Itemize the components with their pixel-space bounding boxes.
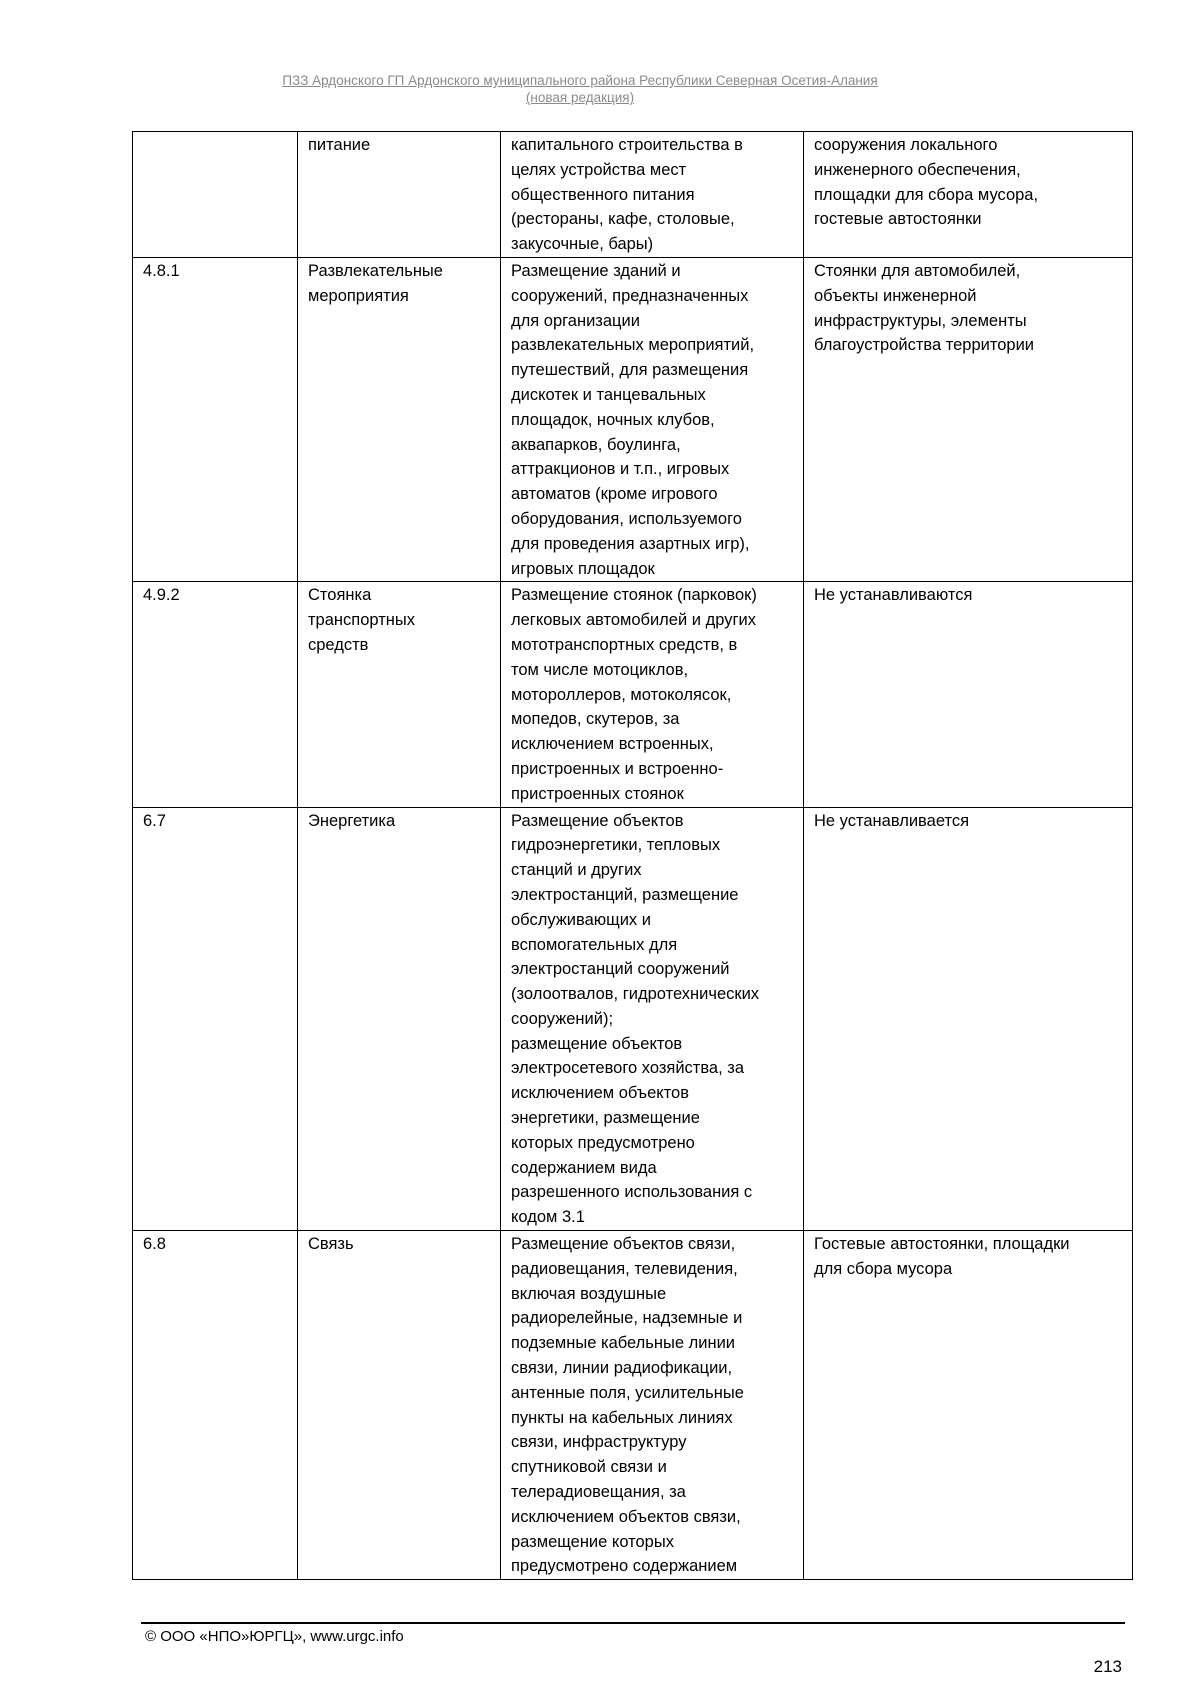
table-row [133,1231,1133,1580]
cell-description: Размещение стоянок (парковок) легковых автомобилей и других мототранспортных средств, в том числе мотоциклов, мотороллеров, мотоколясок, мопедов, скутеров, за исключением встроенных, пристроенных и встроенно- пристроенных стоянок [501,582,804,807]
table-row [133,257,1133,581]
cell-code: 4.8.1 [133,257,298,581]
cell-description: Размещение объектов связи, радиовещания, телевидения, включая воздушные радиорелейные, надземные и подземные кабельные линии связи, линии радиофикации, антенные поля, усилительные пункты на кабельных линиях связи, инфраструктуру спутниковой связи и телерадиовещания, за исключением объектов связи, размещение которых предусмотрено содержанием [501,1231,804,1580]
table-row [133,132,1133,258]
page-number: 213 [1093,1657,1122,1676]
table-row [133,582,1133,807]
cell-auxiliary: Не устанавливается [804,807,1133,1231]
cell-name: Развлекательные мероприятия [298,257,501,581]
cell-code [133,132,298,258]
cell-code: 4.9.2 [133,582,298,807]
cell-description: капитального строительства в целях устройства мест общественного питания (рестораны, кафе, столовые, закусочные, бары) [501,132,804,258]
cell-description: Размещение объектов гидроэнергетики, тепловых станций и других электростанций, размещение обслуживающих и вспомогательных для электростанций сооружений (золоотвалов, гидротехнических сооружений); размещение объектов электросетевого хозяйства, за исключением объектов энергетики, размещение которых предусмотрено содержанием вида разрешенного использования с кодом 3.1 [501,807,804,1231]
footer-copyright: © ООО «НПО»ЮРГЦ», www.urgc.info [145,1628,404,1645]
header-subtitle: (новая редакция) [525,90,635,105]
cell-code: 6.8 [133,1231,298,1580]
cell-code: 6.7 [133,807,298,1231]
cell-name: Энергетика [298,807,501,1231]
cell-auxiliary: Стоянки для автомобилей, объекты инженерной инфраструктуры, элементы благоустройства территории [804,257,1133,581]
cell-name: Связь [298,1231,501,1580]
cell-name: Стоянка транспортных средств [298,582,501,807]
footer-divider [141,1622,1125,1624]
land-use-table [132,131,1133,1580]
cell-description: Размещение зданий и сооружений, предназначенных для организации развлекательных мероприятий, путешествий, для размещения дискотек и танцевальных площадок, ночных клубов, аквапарков, боулинга, аттракционов и т.п., игровых автоматов (кроме игрового оборудования, используемого для проведения азартных игр), игровых площадок [501,257,804,581]
cell-auxiliary: сооружения локального инженерного обеспечения, площадки для сбора мусора, гостевые автостоянки [804,132,1133,258]
cell-auxiliary: Не устанавливаются [804,582,1133,807]
table-row [133,807,1133,1231]
page-header [130,72,1030,106]
cell-auxiliary: Гостевые автостоянки, площадки для сбора мусора [804,1231,1133,1580]
cell-name: питание [298,132,501,258]
header-title: ПЗЗ Ардонского ГП Ардонского муниципального района Республики Северная Осетия-Алания [282,73,878,88]
